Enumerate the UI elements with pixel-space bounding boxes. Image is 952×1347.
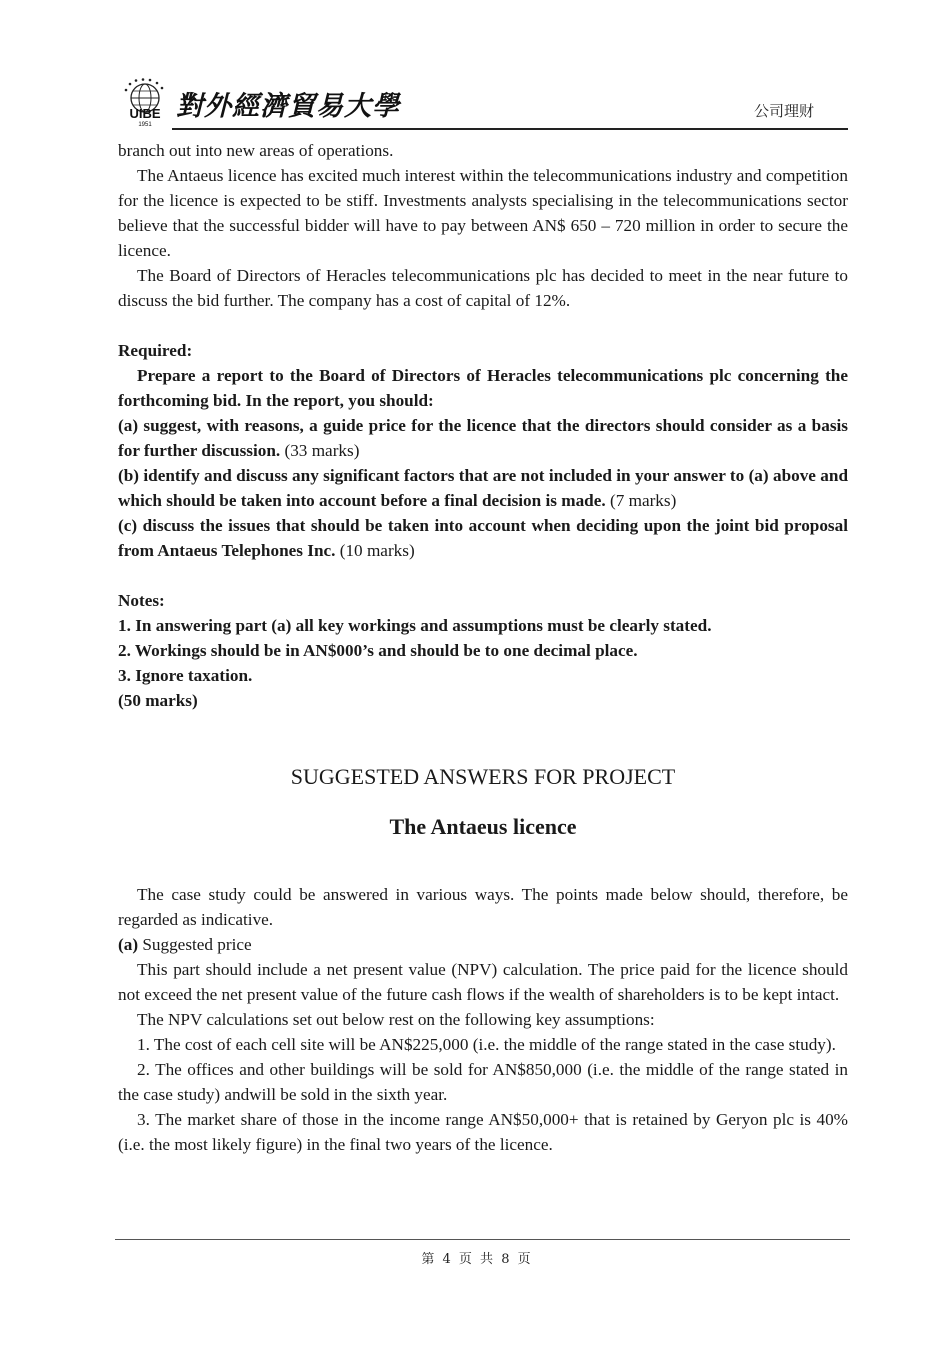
answer-section-heading — [118, 932, 848, 957]
answers-title: SUGGESTED ANSWERS FOR PROJECT — [290, 764, 676, 789]
course-title: 公司理财 — [753, 102, 814, 120]
note-item: 2. Workings should be in AN$000’s and should be to one decimal place. — [118, 641, 638, 660]
question-marks: (10 marks) — [339, 541, 415, 560]
answer-paragraph: The case study could be answered in various ways. The points made below should, therefore, be regarded as indicative. — [118, 885, 848, 929]
university-name: 對外經濟貿易大學 — [176, 91, 400, 122]
footer-rule — [115, 1239, 850, 1240]
assumption-item: 2. The offices and other buildings will be sold for AN$850,000 (i.e. the middle of the range stated in the case study) andwill be sold in the sixth year. — [118, 1060, 848, 1104]
header-rule — [172, 128, 848, 130]
answer-paragraph: The NPV calculations set out below rest on the following key assumptions: — [137, 1010, 655, 1029]
body-paragraph: The Antaeus licence has excited much interest within the telecommunications industry and competition for the licence is expected to be stiff. Investments analysts specialising in the telecommunications sector believe that the successful bidder will have to pay between AN$ 650 – 720 million in order to secure the licence. — [118, 166, 848, 260]
question-text: (b) identify and discuss any significant factors that are not included in your answer to (a) above and which should be taken into account before a final decision is made. — [118, 466, 848, 510]
page-number: 第 4 页 共 8 页 — [421, 1252, 531, 1267]
university-logo — [116, 78, 174, 128]
notes-heading: Notes: — [118, 591, 165, 610]
answer-paragraph: This part should include a net present value (NPV) calculation. The price paid for the licence should not exceed the net present value of the future cash flows if the wealth of shareholders is to be kept intact. — [118, 960, 848, 1004]
required-intro: Prepare a report to the Board of Directors of Heracles telecommunications plc concerning the forthcoming bid. In the report, you should: — [118, 366, 848, 410]
answers-subtitle: The Antaeus licence — [389, 814, 577, 839]
note-item: 1. In answering part (a) all key workings and assumptions must be clearly stated. — [118, 616, 712, 635]
page-header — [116, 76, 848, 130]
question-b — [118, 463, 848, 513]
logo-year: 1951 — [138, 122, 152, 128]
question-a — [118, 413, 848, 463]
total-marks: (50 marks) — [118, 691, 198, 710]
note-item: 3. Ignore taxation. — [118, 666, 253, 685]
question-text: (c) discuss the issues that should be taken into account when deciding upon the joint bid proposal from Antaeus Telephones Inc. — [118, 516, 848, 560]
question-text: (a) suggest, with reasons, a guide price for the licence that the directors should consider as a basis for further discussion. — [118, 416, 848, 460]
required-heading: Required: — [118, 341, 193, 360]
logo-text: UIBE — [129, 106, 161, 121]
body-paragraph: The Board of Directors of Heracles telecommunications plc has decided to meet in the near future to discuss the bid further. The company has a cost of capital of 12%. — [118, 266, 848, 310]
assumption-item: 3. The market share of those in the income range AN$50,000+ that is retained by Geryon plc is 40% (i.e. the most likely figure) in the final two years of the licence. — [118, 1110, 848, 1154]
assumption-item: 1. The cost of each cell site will be AN$225,000 (i.e. the middle of the range stated in the case study). — [137, 1035, 836, 1054]
section-label: (a) — [118, 935, 139, 954]
page-content — [118, 138, 848, 1157]
section-title: Suggested price — [138, 935, 252, 954]
question-c — [118, 513, 848, 563]
question-marks: (33 marks) — [284, 441, 360, 460]
question-marks: (7 marks) — [609, 491, 677, 510]
body-paragraph: branch out into new areas of operations. — [118, 141, 394, 160]
